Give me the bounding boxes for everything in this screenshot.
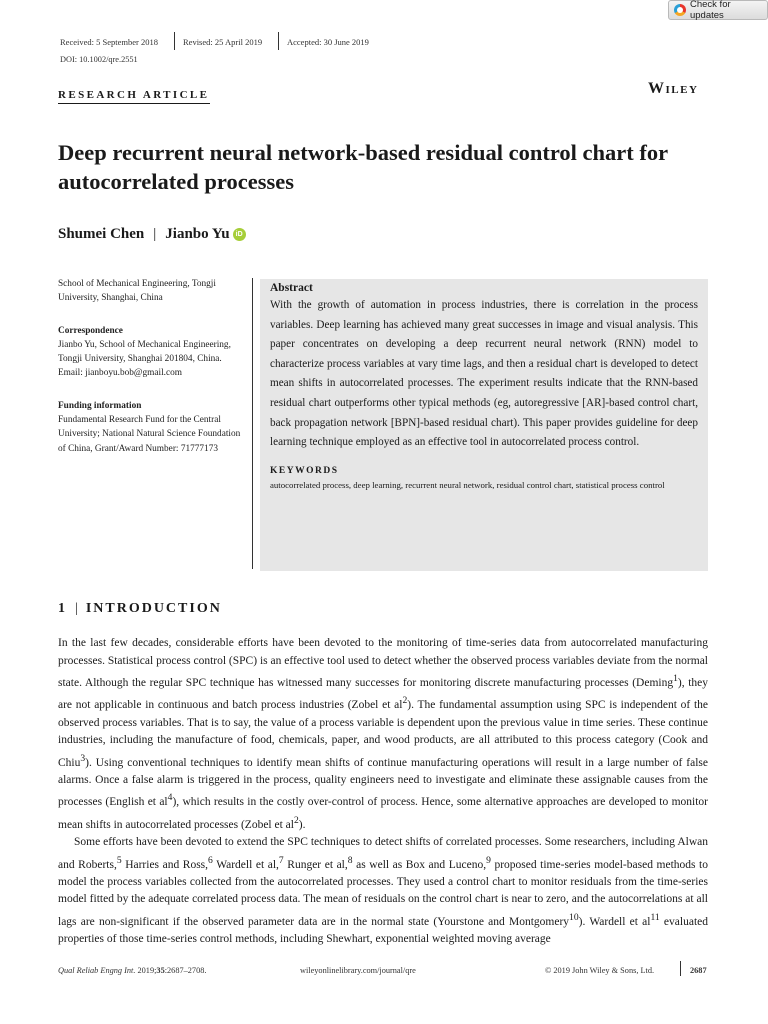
- citation-link[interactable]: 3: [80, 752, 86, 764]
- footer-journal-url[interactable]: wileyonlinelibrary.com/journal/qre: [300, 966, 416, 975]
- paragraph-1: In the last few decades, considerable efforts have been devoted to the monitoring of time-series data from autocorrelated manufacturing processes. Statistical process control (SPC) is an effective tool used to detect whether the observed process variables deviate from the normal state. Although the regular SPC technique has witnessed many successes for monitoring discrete manufacturing processes (Deming$^1$), they are not applicable in continuous and batch process industries (Zobel et $al^2$). The fundamental assumption using SPC is independent of the observed process variables. That is to say, the value of a process variable is dependent upon the previous value in time series. These continue industries, including the manufacture of food, chemicals, paper, and wood products, are all attributed to this process category (Cook and Chiu$^3$). Using conventional techniques to identify mean shifts of continue manufacturing operations will result in a large number of false alarms. Once a false alarm is triggered in the process, quality engineers need to investigate and eliminate these assignable causes from the processes (English et $al^4$), which results in the costly over-control of process. Hence, some alternative approaches are developed to monitor mean shifts in autocorrelated processes (Zobel et $al^2$).: [58, 637, 708, 831]
- received-date: Received: 5 September 2018: [60, 37, 158, 47]
- citation-link[interactable]: 10: [569, 911, 579, 923]
- section-title: INTRODUCTION: [85, 601, 222, 616]
- author-separator: |: [153, 226, 157, 242]
- section-heading: [58, 601, 222, 617]
- accepted-date: Accepted: 30 June 2019: [287, 37, 369, 47]
- abstract-text: With the growth of automation in process industries, there is correlation in the process variables. Deep learning has achieved many great successes in image and visual analysis. This paper concentrates on developing a deep recurrent neural network (RNN) model to characterize process variables at vary time lags, and then a residual chart is developed to detect mean shifts in autocorrelated processes. The experiment results indicate that the RNN-based residual chart outperforms other typical methods (eg, autoregressive [AR]-based control chart, back propagation network [BPN]-based residual chart). This paper provides guideline for deep learning technique employed as an effective tool in autocorrelated process control.: [270, 299, 698, 449]
- affiliation: School of Mechanical Engineering, Tongji University, Shanghai, China: [58, 279, 216, 304]
- authors: [58, 226, 246, 243]
- footer-citation: Qual Reliab Engng Int. 2019;35:2687–2708.: [58, 966, 207, 975]
- article-title: Deep recurrent neural network-based residual control chart for autocorrelated processes: [58, 140, 668, 194]
- footer-divider: [680, 961, 681, 976]
- footer-copyright: © 2019 John Wiley & Sons, Ltd.: [545, 966, 655, 975]
- funding-heading: Funding information: [58, 400, 142, 411]
- revised-date: Revised: 25 April 2019: [183, 37, 263, 47]
- article-type-rule: [58, 103, 210, 104]
- article-type: RESEARCH ARTICLE: [58, 89, 210, 101]
- page-number: 2687: [690, 966, 707, 975]
- citation-link[interactable]: 4: [167, 792, 173, 804]
- keywords-text: autocorrelated process, deep learning, recurrent neural network, residual control chart, statistical process control: [270, 479, 665, 490]
- meta-divider: [174, 32, 175, 50]
- citation-link[interactable]: 2: [402, 695, 408, 707]
- author-name[interactable]: Jianbo Yu: [165, 226, 230, 242]
- section-number: 1: [58, 601, 67, 616]
- citation-link[interactable]: 8: [347, 854, 353, 866]
- doi: DOI: 10.1002/qre.2551: [60, 55, 138, 64]
- author-name[interactable]: Shumei Chen: [58, 226, 145, 242]
- citation-link[interactable]: 9: [486, 854, 491, 866]
- publisher-logo: Wiley: [648, 80, 699, 97]
- abstract-box: [260, 279, 708, 571]
- abstract-heading: Abstract: [270, 282, 313, 294]
- citation-link[interactable]: 11: [650, 911, 660, 923]
- correspondence-text: Jianbo Yu, School of Mechanical Engineering, Tongji University, Shanghai 201804, China.: [58, 339, 231, 365]
- citation-link[interactable]: 2: [293, 814, 299, 826]
- orcid-icon[interactable]: iD: [233, 228, 246, 241]
- check-for-updates-label: Check for updates: [689, 0, 731, 21]
- correspondence-email[interactable]: Email: jianboyu.bob@gmail.com: [58, 368, 182, 379]
- column-divider: [252, 278, 253, 569]
- paragraph-2: Some efforts have been devoted to extend the SPC techniques to detect shifts of correlated processes. Some researchers, including Alwan and Roberts,$^5$ Harries and Ross,$^6$ Wardell et al,$^7$ Runger et al,$^8$ as well as Box and Luceno,$^9$ proposed time-series model-based methods to model the process variables collected from the autocorrelated processes. They used a control chart to monitor residuals from the time-series model fitted by the adequate correlated process data. The mean of residuals on the control chart is near to zero, and the autocorrelations at all lags are non-significant if the observed parameter data are in the normal state (Yourstone and Montgomery$^{10}$). Wardell et $al^{11}$ evaluated properties of those time-series control methods, including Shewhart, exponential weighted moving average: [58, 836, 709, 946]
- citation-link[interactable]: 7: [278, 854, 284, 866]
- funding-text: Fundamental Research Fund for the Central University; National Natural Science Foundation of China, Grant/Award Number: 71777173: [58, 415, 241, 454]
- article-info-column: [58, 277, 248, 456]
- correspondence-heading: Correspondence: [58, 325, 123, 336]
- crossmark-icon: [674, 4, 686, 16]
- meta-divider: [278, 32, 279, 50]
- check-for-updates-button[interactable]: [668, 0, 768, 20]
- citation-link[interactable]: 1: [673, 673, 678, 684]
- body-text: [58, 635, 708, 949]
- citation-link[interactable]: 5: [116, 854, 122, 866]
- citation-link[interactable]: 6: [208, 854, 213, 866]
- section-separator: |: [75, 601, 78, 616]
- keywords-heading: KEYWORDS: [270, 465, 339, 476]
